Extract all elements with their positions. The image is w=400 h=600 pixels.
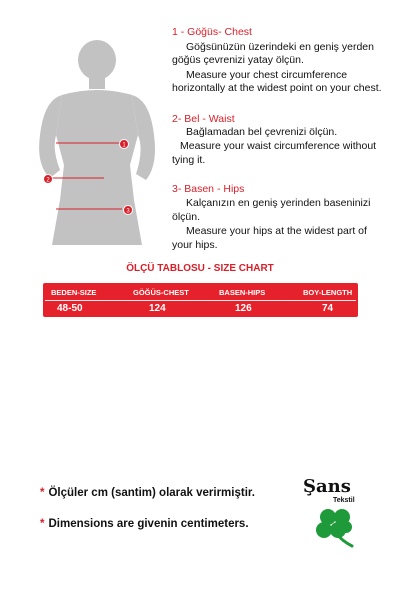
section-waist-line: Bağlamadan bel çevrenizi ölçün.	[186, 126, 338, 138]
section-hips-line: Kalçanızın en geniş yerinden baseninizi	[186, 197, 371, 209]
section-chest-line: Göğsünüzün üzerindeki en geniş yerden	[186, 41, 374, 53]
table-header-chest: GÖĞÜS-CHEST	[133, 288, 189, 297]
table-header-size: BEDEN-SIZE	[51, 288, 97, 297]
size-chart-title: ÖLÇÜ TABLOSU - SIZE CHART	[126, 263, 274, 274]
table-cell-chest: 124	[149, 303, 166, 314]
clover-icon	[312, 505, 358, 549]
table-header-hips: BASEN-HIPS	[219, 288, 266, 297]
section-chest-line: göğüs çevrenizi yatay ölçün.	[172, 54, 304, 66]
section-chest-line: horizontally at the widest point on your chest.	[172, 82, 382, 94]
note-turkish	[40, 487, 255, 499]
section-hips-title: 3- Basen - Hips	[172, 183, 245, 195]
note-text: Ölçüler cm (santim) olarak verirmiştir.	[48, 487, 255, 499]
marker-hips-label: 3	[126, 208, 130, 215]
section-hips-line: ölçün.	[172, 211, 201, 223]
table-header-length: BOY-LENGTH	[303, 288, 353, 297]
section-hips-line: your hips.	[172, 239, 218, 251]
note-text: Dimensions are givenin centimeters.	[48, 518, 249, 530]
body-silhouette	[22, 40, 172, 250]
brand-logo-name: Şans	[303, 476, 351, 497]
table-divider	[45, 300, 356, 301]
brand-logo-sub: Tekstil	[333, 497, 355, 504]
size-chart-table	[43, 283, 358, 317]
table-cell-size: 48-50	[57, 303, 83, 314]
note-star: *	[40, 518, 45, 530]
section-waist-title: 2- Bel - Waist	[172, 113, 235, 125]
marker-chest-label: 1	[122, 142, 126, 149]
marker-waist-label: 2	[46, 177, 50, 184]
section-hips-line: Measure your hips at the widest part of	[186, 225, 367, 237]
section-waist-line: Measure your waist circumference without	[180, 140, 377, 152]
note-english	[40, 518, 249, 530]
table-cell-hips: 126	[235, 303, 252, 314]
section-chest-title: 1 - Göğüs- Chest	[172, 26, 252, 38]
section-chest-line: Measure your chest circumference	[186, 69, 348, 81]
section-waist-line: tying it.	[172, 154, 206, 166]
note-star: *	[40, 487, 45, 499]
table-cell-length: 74	[322, 303, 334, 314]
